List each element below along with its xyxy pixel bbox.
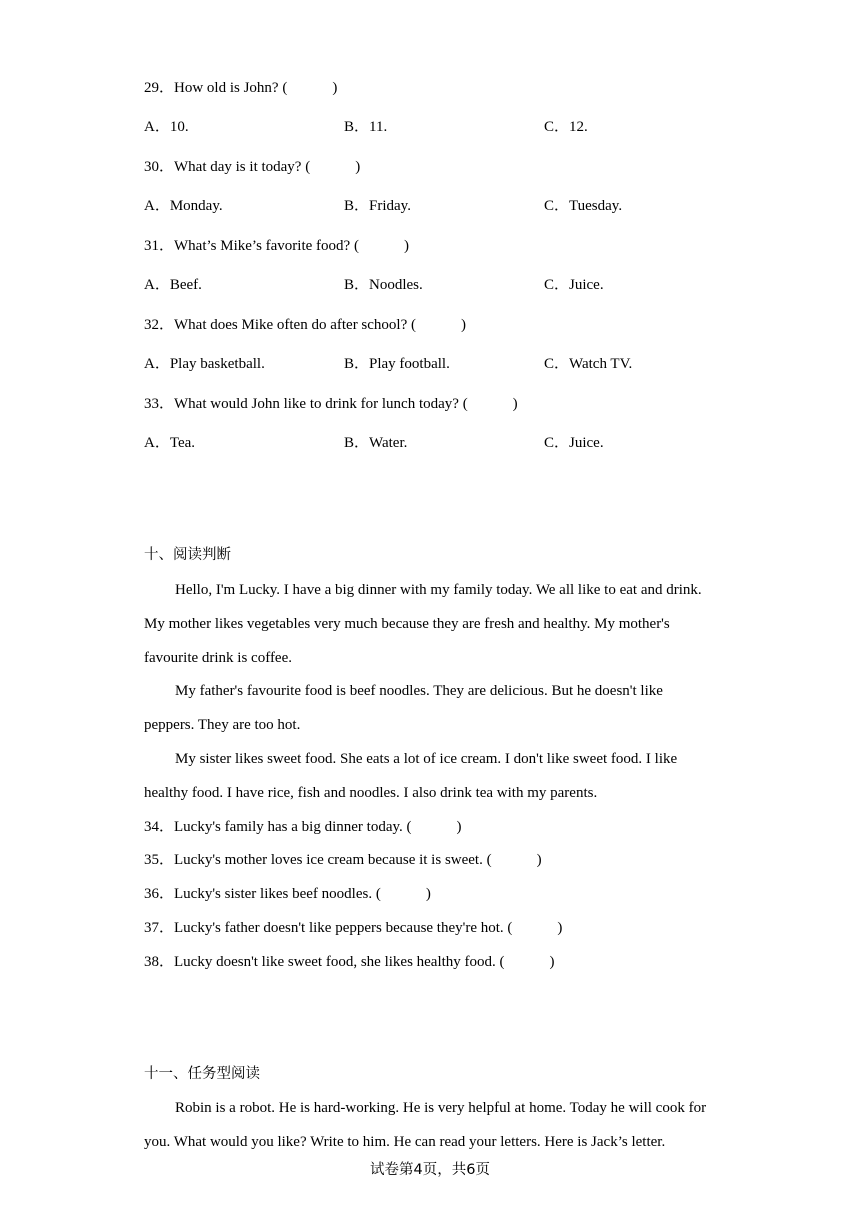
option-c: C．Watch TV.: [544, 356, 633, 372]
passage-line: healthy food. I have rice, fish and noodles. I also drink tea with my parents.: [144, 785, 598, 801]
statement-38: 38．Lucky doesn't like sweet food, she likes healthy food. ( ): [144, 954, 555, 970]
section-heading: 十、阅读判断: [144, 547, 231, 563]
passage-line: My sister likes sweet food. She eats a lot of ice cream. I don't like sweet food. I like: [175, 751, 678, 767]
passage-line: My father's favourite food is beef noodles. They are delicious. But he doesn't like: [175, 683, 663, 699]
option-c: C．12.: [544, 119, 588, 135]
option-a: A．Monday.: [144, 198, 223, 214]
statement-37: 37．Lucky's father doesn't like peppers because they're hot. ( ): [144, 920, 563, 936]
passage-line: Hello, I'm Lucky. I have a big dinner with my family today. We all like to eat and drink.: [175, 582, 702, 598]
statement-35: 35．Lucky's mother loves ice cream because it is sweet. ( ): [144, 852, 542, 868]
passage-line: favourite drink is coffee.: [144, 650, 293, 666]
question-stem: 29．How old is John? ( ): [144, 80, 338, 96]
question-stem: 30．What day is it today? ( ): [144, 159, 361, 175]
question-stem: 31．What’s Mike’s favorite food? ( ): [144, 238, 409, 254]
passage-line: My mother likes vegetables very much because they are fresh and healthy. My mother's: [144, 616, 670, 632]
question-stem: 33．What would John like to drink for lunch today? ( ): [144, 396, 518, 412]
statement-34: 34．Lucky's family has a big dinner today. ( ): [144, 819, 462, 835]
section-heading: 十一、任务型阅读: [144, 1066, 260, 1082]
option-a: A．Tea.: [144, 435, 196, 451]
option-c: C．Tuesday.: [544, 198, 623, 214]
question-stem: 32．What does Mike often do after school? ( ): [144, 317, 466, 333]
statement-36: 36．Lucky's sister likes beef noodles. ( ): [144, 886, 431, 902]
passage-line: Robin is a robot. He is hard-working. He is very helpful at home. Today he will cook for: [175, 1100, 707, 1116]
option-b: B．Friday.: [344, 198, 411, 214]
option-b: B．11.: [344, 119, 388, 135]
option-c: C．Juice.: [544, 435, 604, 451]
option-b: B．Water.: [344, 435, 408, 451]
option-a: A．10.: [144, 119, 189, 135]
option-b: B．Noodles.: [344, 277, 423, 293]
passage-line: peppers. They are too hot.: [144, 717, 301, 733]
page-footer: 试卷第4页，共6页: [370, 1162, 490, 1178]
option-c: C．Juice.: [544, 277, 604, 293]
passage-line: you. What would you like? Write to him. He can read your letters. Here is Jack’s letter.: [144, 1134, 666, 1150]
option-b: B．Play football.: [344, 356, 450, 372]
option-a: A．Beef.: [144, 277, 202, 293]
option-a: A．Play basketball.: [144, 356, 265, 372]
